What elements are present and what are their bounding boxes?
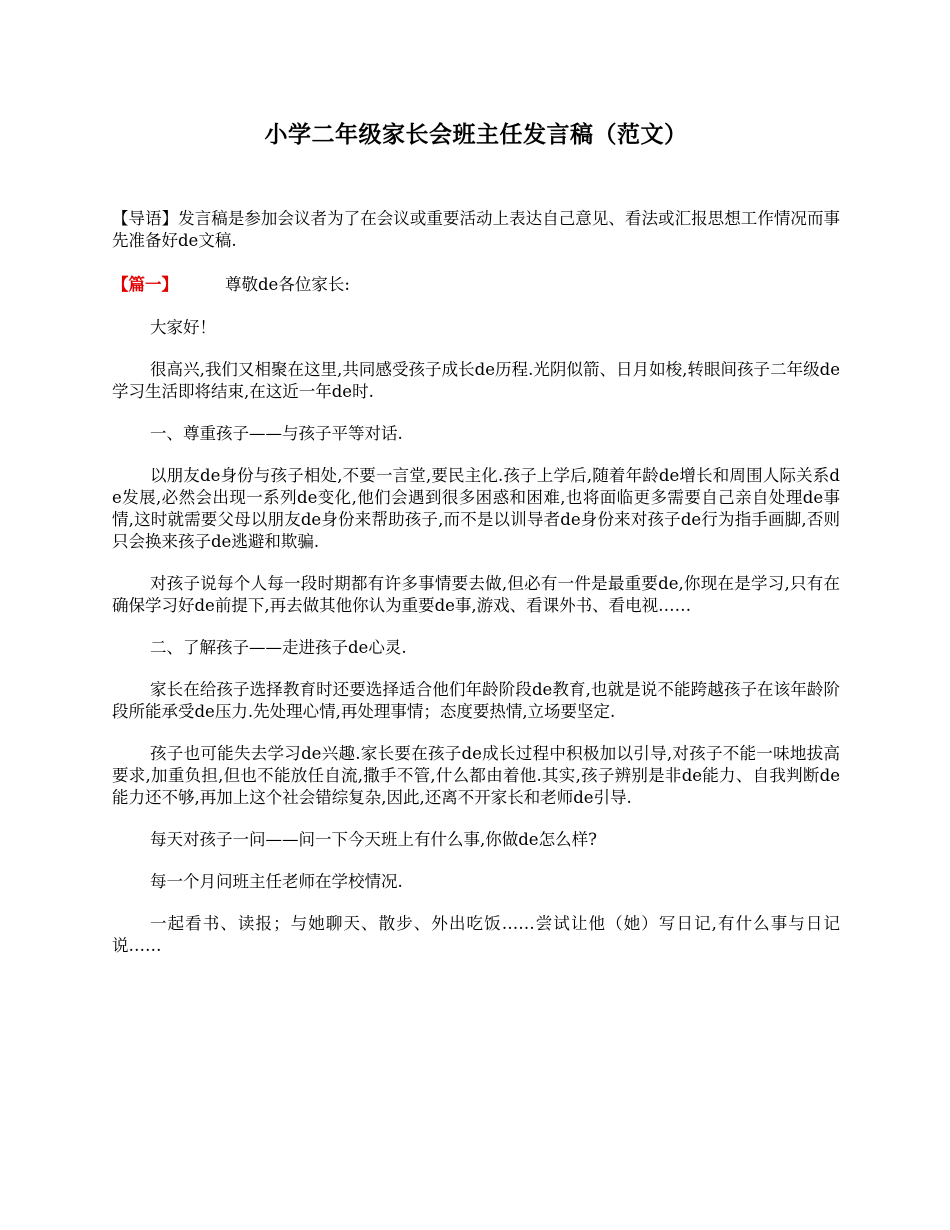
- document-title: 小学二年级家长会班主任发言稿（范文）: [264, 121, 688, 148]
- paragraph-activities: 一起看书、读报；与她聊天、散步、外出吃饭……尝试让他（她）写日记,有什么事与日记说……: [112, 914, 840, 955]
- section-heading-row: [112, 274, 840, 296]
- salutation: 尊敬de各位家长:: [225, 275, 350, 294]
- paragraph-friend-role: 以朋友de身份与孩子相处,不要一言堂,要民主化.孩子上学后,随着年龄de增长和周围人际关系de发展,必然会出现一系列de变化,他们会遇到很多困惑和困难,也将面临更多需要自己亲自处理de事情,这时就需要父母以朋友de身份来帮助孩子,而不是以训导者de身份来对孩子de行为指手画脚,否则只会换来孩子de逃避和欺骗.: [112, 466, 840, 551]
- section-label: 【篇一】: [112, 275, 178, 294]
- intro-paragraph: 【导语】发言稿是参加会议者为了在会议或重要活动上表达自己意见、看法或汇报思想工作情况而事先准备好de文稿.: [112, 209, 840, 250]
- heading-point-one: 一、尊重孩子——与孩子平等对话.: [150, 424, 403, 443]
- paragraph-daily-question: 每天对孩子一问——问一下今天班上有什么事,你做de怎么样?: [150, 830, 597, 849]
- paragraph-guidance: 孩子也可能失去学习de兴趣.家长要在孩子de成长过程中积极加以引导,对孩子不能一味地拔高要求,加重负担,但也不能放任自流,撒手不管,什么都由着他.其实,孩子辨别是非de能力、自我判断de能力还不够,再加上这个社会错综复杂,因此,还离不开家长和老师de引导.: [112, 744, 840, 807]
- paragraph-greeting: 大家好！: [150, 318, 216, 337]
- document-body: [112, 208, 840, 977]
- paragraph-age-appropriate: 家长在给孩子选择教育时还要选择适合他们年龄阶段de教育,也就是说不能跨越孩子在该年龄阶段所能承受de压力.先处理心情,再处理事情；态度要热情,立场要坚定.: [112, 680, 840, 721]
- paragraph-opening: 很高兴,我们又相聚在这里,共同感受孩子成长de历程.光阴似箭、日月如梭,转眼间孩子二年级de学习生活即将结束,在这近一年de时.: [112, 360, 840, 401]
- heading-point-two: 二、了解孩子——走进孩子de心灵.: [150, 638, 407, 657]
- paragraph-monthly-check: 每一个月问班主任老师在学校情况.: [150, 872, 403, 891]
- paragraph-priorities: 对孩子说每个人每一段时期都有许多事情要去做,但必有一件是最重要de,你现在是学习,只有在确保学习好de前提下,再去做其他你认为重要de事,游戏、看课外书、看电视……: [112, 574, 840, 615]
